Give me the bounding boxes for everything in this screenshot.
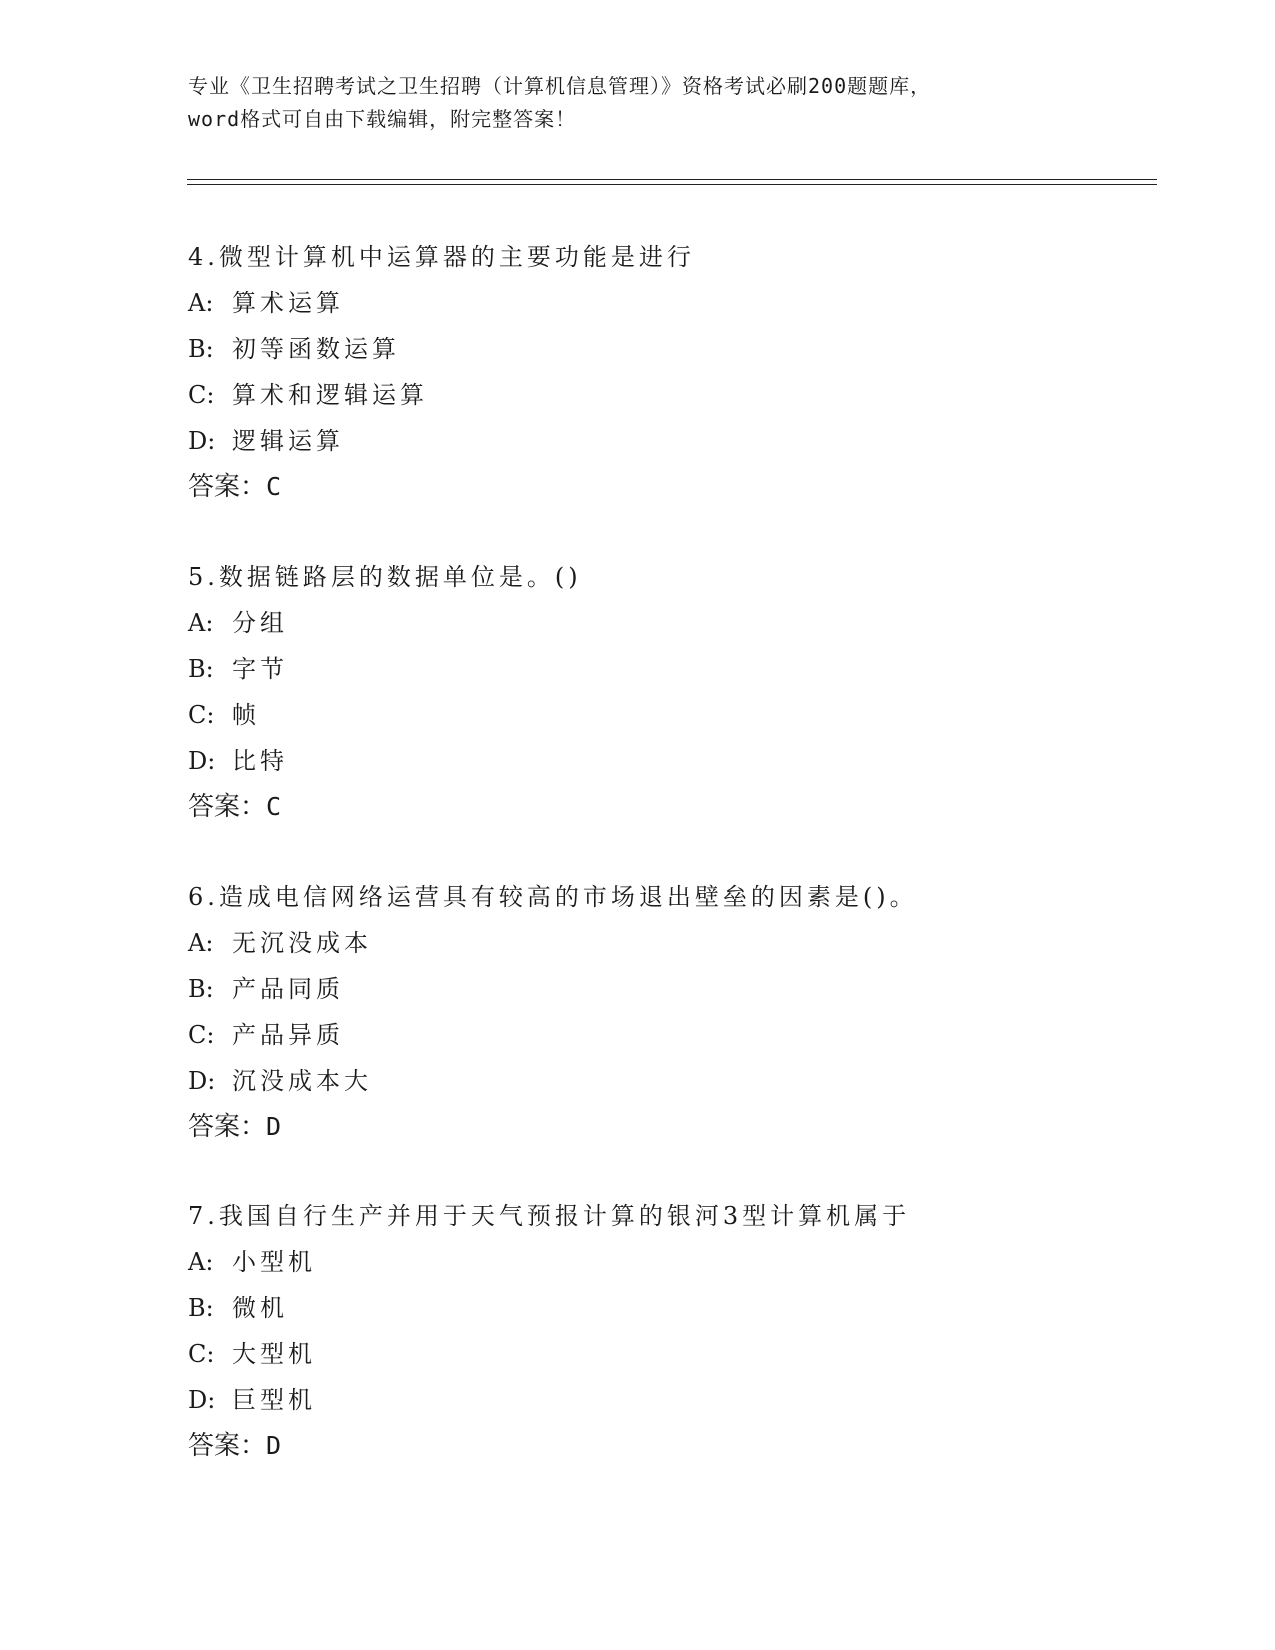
option-b [188,326,1188,372]
option-key: B: [188,335,214,363]
question-block [188,554,1188,830]
option-key: C: [188,381,215,409]
option-a [188,280,1188,326]
answer-line [188,464,1188,510]
answer-value: C [266,792,282,821]
answer-label: 答案： [188,472,267,502]
option-key: B: [188,975,214,1003]
option-d [188,1058,1188,1104]
answer-line [188,784,1188,830]
option-key: D: [188,1067,216,1095]
option-key: A: [188,929,214,957]
option-text: 算术运算 [232,289,344,317]
answer-label: 答案： [188,1112,267,1142]
option-key: B: [188,1294,214,1322]
answer-line [188,1423,1188,1469]
option-text: 算术和逻辑运算 [232,381,428,409]
option-text: 沉没成本大 [232,1067,372,1095]
option-text: 无沉没成本 [232,929,372,957]
option-c [188,1012,1188,1058]
option-b [188,966,1188,1012]
answer-line [188,1104,1188,1150]
question-block [188,234,1188,510]
question-block [188,1193,1188,1469]
option-b [188,646,1188,692]
option-text: 微机 [232,1294,288,1322]
question-stem: 6.造成电信网络运营具有较高的市场退出壁垒的因素是()。 [188,883,918,911]
option-key: C: [188,1340,215,1368]
option-a [188,920,1188,966]
option-text: 字节 [232,655,288,683]
option-text: 帧 [232,701,260,729]
option-key: D: [188,427,216,455]
option-text: 大型机 [232,1340,316,1368]
option-key: A: [188,1248,214,1276]
option-text: 初等函数运算 [232,335,400,363]
question-stem: 5.数据链路层的数据单位是。() [188,563,582,591]
option-text: 逻辑运算 [232,427,344,455]
header-divider-bottom [187,184,1157,185]
option-d [188,418,1188,464]
option-key: C: [188,701,215,729]
answer-value: D [266,1431,282,1460]
option-key: D: [188,747,216,775]
answer-value: C [266,472,282,501]
document-header [188,70,1088,136]
option-key: B: [188,655,214,683]
answer-label: 答案： [188,1431,267,1461]
option-c [188,372,1188,418]
answer-value: D [266,1112,282,1141]
option-text: 比特 [232,747,288,775]
option-b [188,1285,1188,1331]
option-key: D: [188,1386,216,1414]
option-key: A: [188,609,214,637]
option-text: 产品异质 [232,1021,344,1049]
option-text: 分组 [232,609,288,637]
header-divider-top [187,179,1157,180]
option-text: 产品同质 [232,975,344,1003]
question-stem: 7.我国自行生产并用于天气预报计算的银河3型计算机属于 [188,1202,911,1230]
option-text: 小型机 [232,1248,316,1276]
option-d [188,738,1188,784]
option-a [188,1239,1188,1285]
option-key: A: [188,289,214,317]
header-subtitle-line: word格式可自由下载编辑，附完整答案！ [188,107,577,131]
question-stem: 4.微型计算机中运算器的主要功能是进行 [188,243,695,271]
option-c [188,1331,1188,1377]
answer-label: 答案： [188,792,267,822]
option-c [188,692,1188,738]
option-d [188,1377,1188,1423]
question-block [188,874,1188,1150]
option-text: 巨型机 [232,1386,316,1414]
header-title-line: 专业《卫生招聘考试之卫生招聘（计算机信息管理）》资格考试必刷200题题库， [188,74,932,98]
option-key: C: [188,1021,215,1049]
option-a [188,600,1188,646]
